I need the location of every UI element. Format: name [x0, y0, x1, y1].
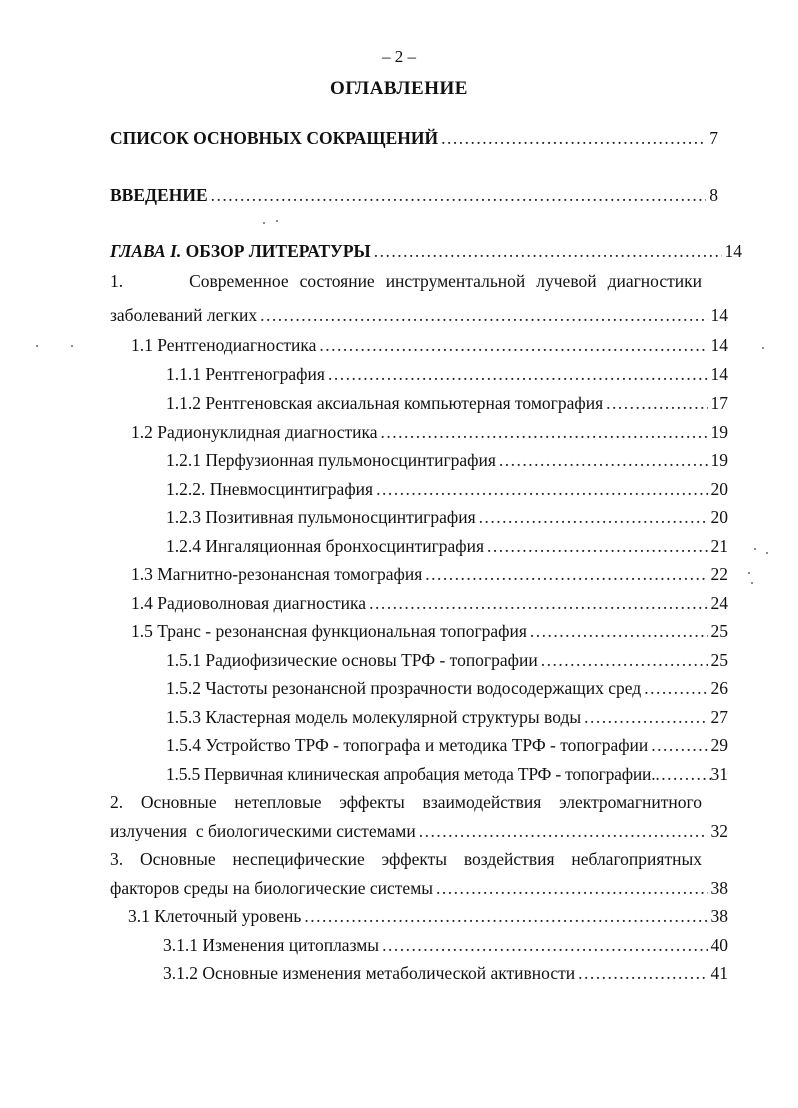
scan-speck — [36, 345, 38, 347]
leader-dots — [578, 962, 707, 984]
toc-entry-1-5-2 — [166, 677, 728, 699]
leader-dots — [530, 620, 708, 642]
leader-dots — [655, 763, 710, 785]
toc-entry-label: 3.1 Клеточный уровень — [128, 906, 302, 926]
toc-entry-1-5-1 — [166, 649, 728, 671]
leader-dots — [319, 334, 707, 356]
toc-entry-page: 40 — [710, 935, 728, 955]
toc-entry-label — [110, 240, 371, 262]
toc-entry-page: 7 — [709, 128, 718, 148]
toc-entry-1-5-3 — [166, 706, 728, 728]
toc-entry-label: 1.3 Магнитно-резонансная томография — [131, 564, 423, 584]
leader-dots — [651, 734, 707, 756]
toc-entry-label: факторов среды на биологические системы — [110, 878, 434, 898]
toc-entry-label: 1.5.4 Устройство ТРФ - топографа и методика ТРФ - топографии — [166, 735, 649, 755]
toc-entry-page: 29 — [710, 735, 728, 755]
page-number: – 2 – — [382, 47, 416, 66]
toc-entry-1-4 — [131, 592, 728, 614]
toc-entry-3-1-2 — [163, 962, 728, 984]
toc-entry-page: 20 — [710, 479, 728, 499]
scan-speck — [762, 347, 764, 349]
toc-entry-introduction — [110, 184, 718, 206]
scan-speck — [263, 222, 265, 224]
toc-entry-section-1 — [110, 304, 728, 326]
leader-dots — [441, 127, 706, 149]
toc-entry-label: 3.1.2 Основные изменения метаболической активности — [163, 963, 576, 983]
toc-entry-label: заболеваний легких — [110, 305, 258, 325]
leader-dots — [419, 820, 708, 842]
toc-entry-1-1-2 — [166, 392, 728, 414]
toc-entry-1-2-1 — [166, 449, 728, 471]
toc-entry-page: 22 — [710, 564, 728, 584]
toc-entry-label: 1.2.4 Ингаляционная бронхосцинтиграфия — [166, 536, 485, 556]
toc-entry-label: СПИСОК ОСНОВНЫХ СОКРАЩЕНИЙ — [110, 128, 439, 148]
leader-dots — [436, 877, 707, 899]
toc-entry-chapter-1 — [110, 240, 742, 262]
scan-speck — [751, 582, 753, 584]
toc-entry-page: 25 — [710, 621, 728, 641]
scan-speck — [754, 548, 756, 550]
toc-entry-label: излучения с биологическими системами — [110, 821, 416, 841]
leader-dots — [606, 392, 707, 414]
toc-entry-label: 1.5.1 Радиофизические основы ТРФ - топографии — [166, 650, 538, 670]
toc-entry-page: 32 — [710, 821, 728, 841]
toc-entry-section-3-line1: 3. Основные неспецифические эффекты воздействия неблагоприятных — [110, 849, 702, 869]
leader-dots — [260, 304, 707, 326]
leader-dots — [644, 677, 707, 699]
leader-dots — [304, 905, 707, 927]
toc-entry-page: 19 — [710, 450, 728, 470]
toc-entry-page: 21 — [710, 536, 728, 556]
toc-entry-label: 1.1 Рентгенодиагностика — [131, 335, 317, 355]
leader-dots — [211, 184, 707, 206]
leader-dots — [376, 478, 707, 500]
toc-entry-page: 24 — [710, 593, 728, 613]
leader-dots — [382, 934, 707, 956]
toc-entry-1-2-2 — [166, 478, 728, 500]
toc-entry-3-1-1 — [163, 934, 728, 956]
leader-dots — [381, 421, 708, 443]
toc-entry-label: 1.2.2. Пневмосцинтиграфия — [166, 479, 374, 499]
toc-entry-1-2-3 — [166, 506, 728, 528]
toc-entry-page: 27 — [710, 707, 728, 727]
toc-entry-label: 1.2.3 Позитивная пульмоносцинтиграфия — [166, 507, 476, 527]
toc-entry-1-5-4 — [166, 734, 728, 756]
toc-entry-page: 38 — [710, 878, 728, 898]
toc-entry-label: 1.1.1 Рентгенография — [166, 364, 325, 384]
toc-title: ОГЛАВЛЕНИЕ — [330, 78, 468, 99]
toc-entry-page: 20 — [710, 507, 728, 527]
scan-speck — [748, 572, 750, 574]
toc-entry-section-2-line1: 2. Основные нетепловые эффекты взаимодействия электромагнитного — [110, 792, 702, 812]
toc-entry-page: 17 — [710, 393, 728, 413]
toc-entry-abbreviations — [110, 127, 718, 149]
leader-dots — [369, 592, 707, 614]
toc-entry-1-2 — [131, 421, 728, 443]
toc-entry-label: 1.4 Радиоволновая диагностика — [131, 593, 367, 613]
toc-entry-page: 14 — [724, 241, 742, 261]
toc-entry-page: 14 — [710, 364, 728, 384]
leader-dots — [425, 563, 707, 585]
leader-dots — [541, 649, 708, 671]
toc-entry-label: 1.5 Транс - резонансная функциональная топография — [131, 621, 527, 641]
toc-entry-label: 1.2 Радионуклидная диагностика — [131, 422, 378, 442]
toc-entry-page: 38 — [710, 906, 728, 926]
toc-entry-1-3 — [131, 563, 728, 585]
leader-dots — [374, 240, 722, 262]
toc-entry-page: 25 — [710, 650, 728, 670]
toc-entry-label: 1.5.5 Первичная клиническая апробация метода ТРФ - топографии. — [166, 764, 656, 784]
toc-entry-page: 14 — [710, 335, 728, 355]
toc-entry-section-3 — [110, 877, 728, 899]
toc-entry-label: 1.5.2 Частоты резонансной прозрачности водосодержащих сред — [166, 678, 642, 698]
toc-entry-page: 41 — [710, 963, 728, 983]
chapter-number: ГЛАВА I. — [110, 241, 182, 261]
toc-entry-page: 31 — [710, 764, 728, 784]
toc-entry-1-2-4 — [166, 535, 728, 557]
scan-speck — [276, 220, 278, 222]
leader-dots — [328, 363, 708, 385]
scan-speck — [766, 552, 768, 554]
toc-entry-label: 3.1.1 Изменения цитоплазмы — [163, 935, 380, 955]
leader-dots — [479, 506, 708, 528]
toc-entry-page: 26 — [710, 678, 728, 698]
toc-entry-section-2 — [110, 820, 728, 842]
toc-entry-1-5 — [131, 620, 728, 642]
toc-entry-page: 14 — [710, 305, 728, 325]
leader-dots — [584, 706, 707, 728]
toc-entry-section-1-line1: 1. Современное состояние инструментальной лучевой диагностики — [110, 271, 702, 291]
toc-entry-1-5-5 — [166, 763, 728, 785]
toc-entry-1-1-1 — [166, 363, 728, 385]
toc-entry-label: 1.5.3 Кластерная модель молекулярной структуры воды — [166, 707, 582, 727]
scan-speck — [71, 345, 73, 347]
toc-entry-3-1 — [128, 905, 728, 927]
toc-entry-label: 1.1.2 Рентгеновская аксиальная компьютерная томография — [166, 393, 604, 413]
toc-entry-page: 8 — [709, 185, 718, 205]
toc-entry-label: ВВЕДЕНИЕ — [110, 185, 208, 205]
toc-entry-label: 1.2.1 Перфузионная пульмоносцинтиграфия — [166, 450, 496, 470]
toc-entry-page: 19 — [710, 422, 728, 442]
leader-dots — [487, 535, 707, 557]
toc-entry-1-1 — [131, 334, 728, 356]
chapter-title: ОБЗОР ЛИТЕРАТУРЫ — [185, 241, 371, 261]
leader-dots — [499, 449, 708, 471]
